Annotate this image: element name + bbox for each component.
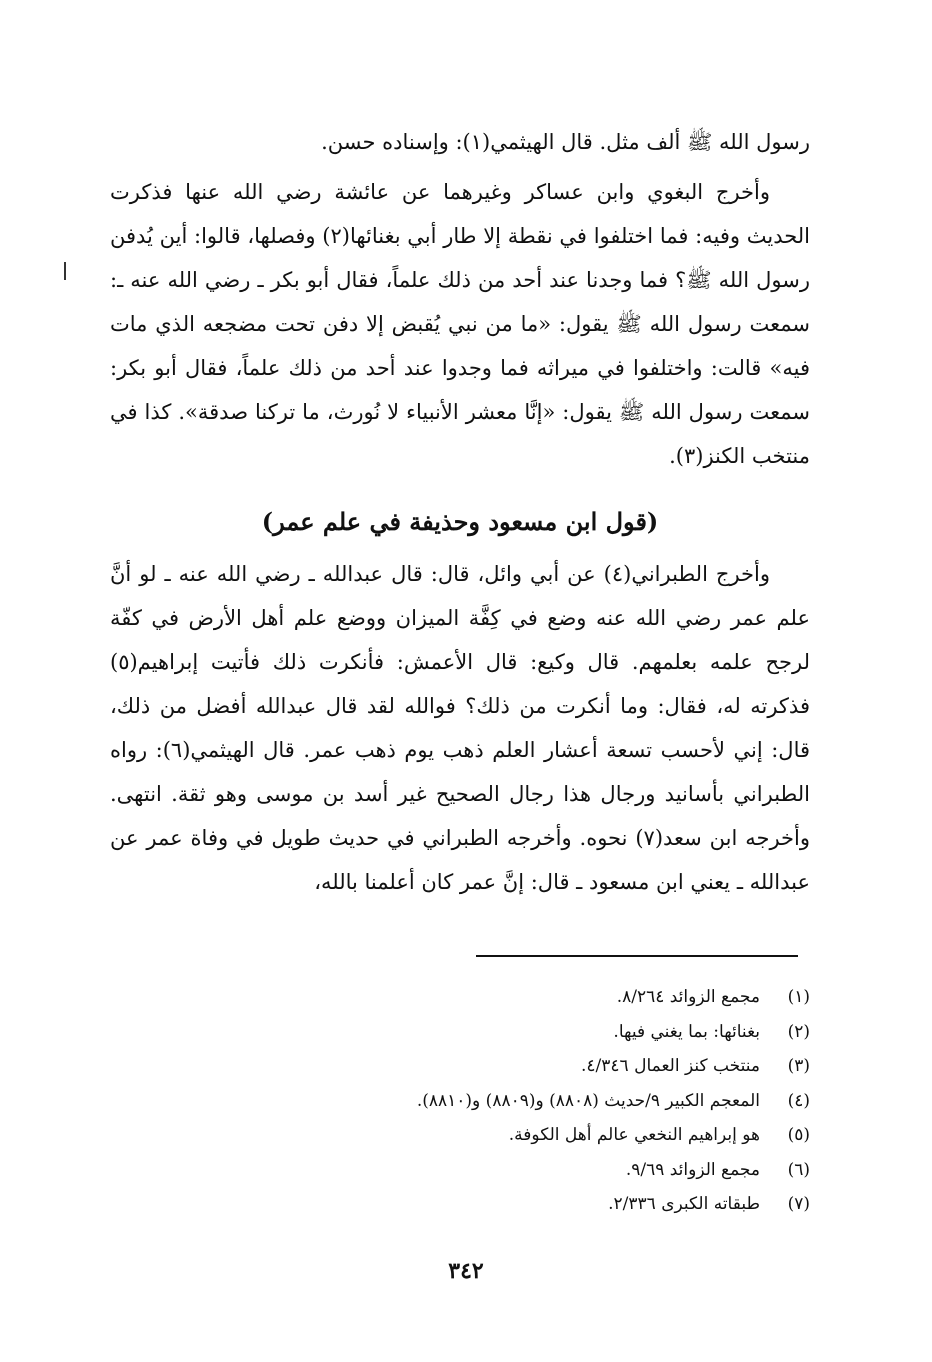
paragraph-2: وأخرج البغوي وابن عساكر وغيرهما عن عائشة رضي الله عنها فذكرت الحديث وفيه: فما اختلفوا في نقطة إلا طار أبي بغنائها(٢) وفصلها، قالوا: أين يُدفن رسول الله ﷺ؟ فما وجدنا عند أحد من ذلك علماً، فقال أبو بكر ـ رضي الله عنه ـ: سمعت رسول الله ﷺ يقول: «ما من نبي يُقبض إلا دفن تحت مضجعه الذي مات فيه» قالت: واختلفوا في ميراثه فما وجدوا عند أحد من ذلك علماً، فقال أبو بكر: سمعت رسول الله ﷺ يقول: «إنَّا معشر الأنبياء لا نُورث، ما تركنا صدقة». كذا في منتخب الكنز(٣). xyxy=(110,180,810,468)
paragraph-aisha-hadith xyxy=(110,170,810,478)
footnote-item xyxy=(250,1084,810,1119)
footnote-item xyxy=(250,1049,810,1084)
footnote-item xyxy=(250,1118,810,1153)
footnote-number: (٤) xyxy=(787,1090,810,1111)
footnote-text: هو إبراهيم النخعي عالم أهل الكوفة. xyxy=(508,1125,760,1145)
footnote-number: (٥) xyxy=(787,1125,810,1145)
footnote-text: المعجم الكبير ٩/حديث (٨٨٠٨) و(٨٨٠٩) و(٨٨١٠). xyxy=(416,1090,760,1111)
footnote-number: (٣) xyxy=(787,1056,810,1076)
footnote-number: (٦) xyxy=(787,1159,810,1180)
footnote-number: (٢) xyxy=(787,1021,810,1042)
footnote-text: بغنائها: بما يغني فيها. xyxy=(613,1021,760,1042)
paragraph-1: رسول الله ﷺ ألف مثل. قال الهيثمي(١): وإسناده حسن. xyxy=(321,130,810,154)
footnote-item xyxy=(250,1015,810,1050)
footnote-item xyxy=(250,980,810,1015)
footnote-text: مجمع الزوائد ٨/٢٦٤. xyxy=(616,987,760,1007)
footnote-item xyxy=(250,1153,810,1188)
footnote-number: (١) xyxy=(787,987,810,1007)
section-heading: (قول ابن مسعود وحذيفة في علم عمر) xyxy=(261,507,659,536)
footnote-text: مجمع الزوائد ٩/٦٩. xyxy=(625,1159,760,1180)
footnote-separator xyxy=(476,955,798,957)
paragraph-3: وأخرج الطبراني(٤) عن أبي وائل، قال: قال عبدالله ـ رضي الله عنه ـ لو أنَّ علم عمر رضي الله عنه وضع في كِفَّة الميزان ووضع علم أهل الأرض في كفّة لرجح علمه بعلمهم. قال وكيع: قال الأعمش: فأنكرت ذلك فأتيت إبراهيم(٥) فذكرته له، فقال: وما أنكرت من ذلك؟ فوالله لقد قال عبدالله أفضل من ذلك، قال: إني لأحسب تسعة أعشار العلم ذهب يوم ذهب عمر. قال الهيثمي(٦): رواه الطبراني بأسانيد ورجال هذا رجال الصحيح غير أسد بن موسى وهو ثقة. انتهى. وأخرجه ابن سعد(٧) نحوه. وأخرجه الطبراني في حديث طويل في وفاة عمر عن عبدالله ـ يعني ابن مسعود ـ قال: إنَّ عمر كان أعلمنا بالله، xyxy=(110,562,811,894)
paragraph-continuation xyxy=(110,120,810,164)
footnote-text: منتخب كنز العمال ٤/٣٤٦. xyxy=(581,1056,760,1076)
footnote-item xyxy=(250,1187,810,1222)
margin-mark xyxy=(64,262,66,280)
footnote-number: (٧) xyxy=(787,1194,810,1214)
footnote-text: طبقاته الكبرى ٢/٣٣٦. xyxy=(608,1194,760,1214)
paragraph-ibn-masud xyxy=(110,552,810,904)
page-number: ٣٤٢ xyxy=(448,1258,484,1284)
footnotes-list xyxy=(250,980,810,1222)
